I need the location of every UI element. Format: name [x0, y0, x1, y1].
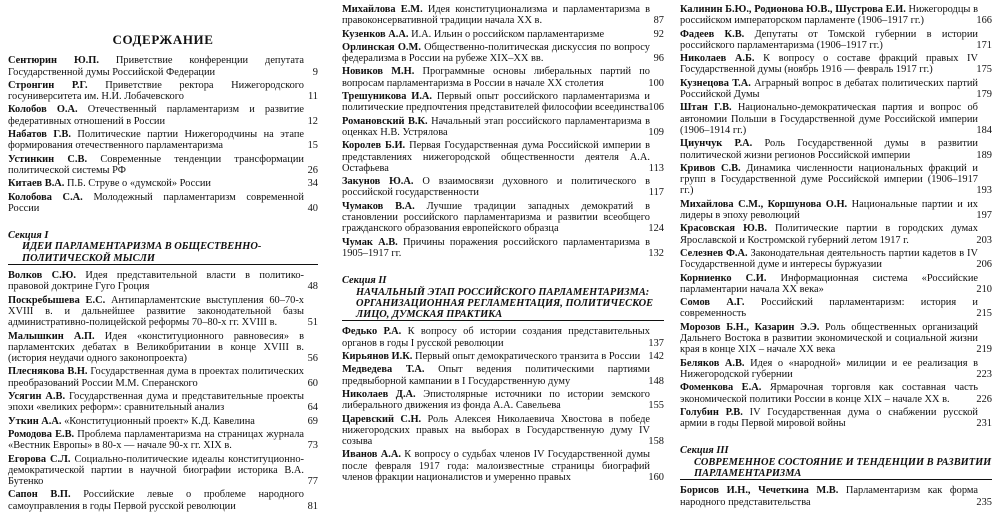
entry-page-number: 155 [648, 400, 664, 412]
section-title: ИДЕИ ПАРЛАМЕНТАРИЗМА В ОБЩЕСТВЕННО-ПОЛИТИЧЕСКОЙ МЫСЛИ [22, 241, 262, 264]
entry-author: Усягин А.В. [8, 391, 66, 403]
toc-entry [8, 129, 318, 152]
toc-entry [8, 429, 318, 452]
entry-page-number: 100 [648, 77, 664, 89]
entry-author: Колобова С.А. [8, 191, 83, 203]
entry-page-number: 60 [307, 377, 318, 389]
entry-author: Трешуникова И.А. [342, 91, 433, 103]
entry-title: Общественно-политическая дискуссия по вопросу федерализма в России на рубеже XIX–XX вв. [342, 41, 650, 65]
toc-entry [8, 55, 318, 78]
entry-page-number: 223 [976, 368, 992, 380]
entry-author: Селезнев Ф.А. [680, 247, 748, 259]
toc-entry [680, 29, 992, 52]
entry-author: Сомов А.Г. [680, 297, 745, 309]
entry-author: Набатов Г.В. [8, 129, 71, 141]
entry-page-number: 12 [307, 115, 318, 127]
entry-page-number: 64 [307, 402, 318, 414]
entry-author: Сапон В.П. [8, 489, 71, 501]
entry-author: Фадеев К.В. [680, 28, 745, 40]
toc-entry [680, 248, 992, 271]
toc-entry [342, 237, 664, 260]
toc-entry [680, 382, 992, 405]
entry-title: Роль общественных организаций Дальнего Востока в развитии экономической и социальной жизни края в конце XIX – начале XX века [680, 321, 978, 356]
entry-page-number: 197 [976, 210, 992, 222]
entry-author: Николаев А.Б. [680, 53, 755, 65]
entry-page-number: 73 [307, 440, 318, 452]
entry-author: Закунов Ю.А. [342, 176, 414, 188]
toc-entry [680, 138, 992, 161]
entry-page-number: 193 [976, 185, 992, 197]
toc-entry [680, 485, 992, 508]
toc-entry [8, 295, 318, 329]
entry-author: Беляков А.В. [680, 357, 745, 369]
entry-author: Кривов С.В. [680, 162, 741, 174]
entry-title: Первый опыт российского парламентаризма и политические предпочтения представителей философии всеединства [342, 91, 650, 114]
entry-author: Волков С.Ю. [8, 270, 76, 282]
entry-page-number: 34 [307, 178, 318, 190]
entry-title: Роль Алексея Николаевича Хвостова в победе нижегородских правых на выборах в Государственную думу IV созыва [342, 413, 651, 448]
entry-author: Уткин А.А. [8, 415, 62, 427]
entry-author: Михайлова Е.М. [342, 4, 423, 15]
entry-title: Приветствие конференции депутата Государственной думы Российской Федерации [8, 55, 304, 78]
entry-page-number: 231 [976, 418, 992, 430]
entry-author: Красовская Ю.В. [680, 223, 767, 235]
toc-entry [342, 140, 664, 174]
entry-author: Федько Р.А. [342, 326, 402, 338]
entry-page-number: 160 [648, 471, 664, 483]
toc-entry [8, 489, 318, 512]
toc-entry [8, 154, 318, 177]
entry-title: Динамика численности национальных фракций и групп в Государственной думе Российской империи (1906–1917 гг.) [680, 162, 978, 197]
entry-author: Фоменкова Е.А. [680, 382, 762, 394]
entry-author: Плеснякова В.Н. [8, 366, 88, 378]
section-1-continued-entries [342, 4, 664, 259]
entry-title: Проблема парламентаризма на страницах журнала «Вестник Европы» в 80-х — начале 90-х гг. XIX в. [8, 428, 304, 452]
section-3-entries [680, 485, 992, 508]
entry-title: Информационная система «Российские парламентарии начала XX века» [680, 272, 978, 295]
entry-title: Причины поражения российского парламентаризма в 1905–1917 гг. [342, 236, 650, 259]
toc-entry [342, 91, 664, 114]
entry-title: Аграрный вопрос в дебатах политических партий Российской Думы [680, 77, 978, 101]
entry-title: Приветствие ректора Нижегородского госуниверситета им. Н.И. Лобачевского [8, 79, 304, 103]
entry-author: Борисов И.Н., Чечеткина М.В. [680, 485, 839, 497]
entry-page-number: 87 [653, 15, 664, 27]
toc-entry [342, 201, 664, 235]
section-3-header [680, 445, 992, 480]
entry-author: Корниенко С.И. [680, 272, 767, 284]
entry-title: Эпистолярные источники по истории земского либерального движения из фонда А.А. Савельева [342, 388, 650, 412]
entry-page-number: 203 [976, 234, 992, 246]
entry-page-number: 77 [307, 476, 318, 488]
entry-title: Российский парламентаризм: история и современность [680, 297, 978, 320]
entry-title: П.Б. Струве о «думской» России [67, 178, 211, 190]
entry-title: К вопросу о составе фракций правых IV Государственной думы (ноябрь 1916 — февраль 1917 гг.) [680, 53, 978, 76]
entry-author: Медведева Т.А. [342, 364, 425, 376]
toc-entry [342, 364, 664, 387]
entry-page-number: 215 [976, 308, 992, 320]
section-label: Секция II [342, 275, 387, 287]
entry-page-number: 189 [976, 149, 992, 161]
section-label: Секция III [680, 445, 729, 457]
toc-entry [680, 407, 992, 430]
toc-entry [680, 78, 992, 101]
entry-author: Чумак А.В. [342, 236, 398, 248]
entry-author: Егорова С.Л. [8, 453, 71, 465]
toc-entry [342, 449, 664, 483]
entry-page-number: 56 [307, 353, 318, 365]
entry-author: Кузенков А.А. [342, 28, 409, 40]
section-2-continued-entries [680, 4, 992, 429]
entry-page-number: 235 [976, 496, 992, 508]
entry-title: IV Государственная дума о снабжении русской армии в годы Первой мировой войны [680, 406, 978, 430]
toc-entry [342, 42, 664, 65]
entry-author: Ромодова Е.В. [8, 428, 75, 440]
entry-title: Парламентаризм как форма народного представительства [680, 485, 978, 508]
entry-title: Лучшие традиции западных демократий в становлении российского парламентаризма и развитии всеобщего гражданского образования европейского образца [342, 200, 650, 235]
entry-page-number: 132 [648, 247, 664, 259]
entry-author: Циунчук Р.А. [680, 138, 753, 150]
toc-entry [342, 116, 664, 139]
toc-entry [680, 102, 992, 136]
entry-title: Государственная дума в проектах политических преобразований России М.М. Сперанского [8, 366, 304, 389]
entry-title: Ярмарочная торговля как составная часть экономической политики России в конце XIX – начале XX в. [680, 382, 978, 405]
entry-author: Иванов А.А. [342, 449, 401, 461]
entry-author: Романовский В.К. [342, 115, 428, 127]
entry-title: Начальный этап российского парламентаризма в оценках Н.В. Устрялова [342, 115, 650, 138]
entry-title: Национальные партии и их лидеры в эпоху революций [680, 198, 978, 222]
toc-column-right [680, 4, 992, 510]
toc-entry [680, 297, 992, 320]
toc-entry [8, 270, 318, 293]
entry-title: Политические партии в городских думах Ярославской и Костромской губерний летом 1917 г. [680, 223, 978, 246]
entry-page-number: 124 [648, 223, 664, 235]
entry-author: Устинкин С.В. [8, 153, 88, 165]
entry-page-number: 226 [976, 393, 992, 405]
entry-author: Кузнецова Т.А. [680, 77, 751, 89]
toc-entry [342, 29, 664, 40]
entry-author: Штан Г.В. [680, 102, 732, 114]
toc-column-left [8, 4, 318, 514]
section-1-entries [8, 270, 318, 512]
entry-author: Стронгин Р.Г. [8, 79, 88, 91]
entry-page-number: 51 [307, 317, 318, 329]
entry-author: Сентюрин Ю.П. [8, 55, 99, 67]
entry-title: Российские левые о проблеме народного самоуправления в годы Первой русской революции [8, 489, 304, 512]
toc-entry [342, 351, 664, 362]
entry-author: Голубин Р.В. [680, 406, 743, 418]
entry-page-number: 40 [307, 202, 318, 214]
entry-author: Михайлова С.М., Коршунова О.Н. [680, 198, 848, 210]
entry-author: Чумаков В.А. [342, 200, 415, 212]
toc-entry [680, 223, 992, 246]
section-2-header [342, 275, 664, 321]
entry-title: Первый опыт демократического транзита в России [414, 351, 641, 363]
entry-title: Социально-политические идеалы конституционно-демократической партии в научной биографии историка В.А. Бутенко [8, 453, 304, 488]
entry-title: Идея конституционализма и парламентаризма в правоконсервативной традиции начала XX в. [342, 4, 650, 27]
entry-title: Антипарламентские выступления 60–70-х XVIII в. и дальнейшее развитие законодательной базы административно-полицейской реформы 70–80-х гг. XVIII в. [8, 294, 304, 329]
toc-entry [8, 366, 318, 389]
toc-title: СОДЕРЖАНИЕ [112, 32, 214, 47]
entry-author: Малышкин А.П. [8, 330, 95, 342]
entry-page-number: 179 [976, 89, 992, 101]
entry-page-number: 106 [648, 102, 664, 114]
entry-title: Опыт ведения политическими партиями предвыборной кампании в I Государственную думу [342, 364, 650, 387]
entry-page-number: 148 [648, 375, 664, 387]
toc-entry [8, 416, 318, 427]
toc-entry [342, 176, 664, 199]
entry-title: Политические партии Нижегородчины на этапе формирования отечественного парламентаризма [8, 129, 304, 152]
section-label: Секция I [8, 230, 49, 242]
entry-author: Орлинская О.М. [342, 41, 421, 53]
toc-entry [680, 273, 992, 296]
entry-page-number: 81 [307, 500, 318, 512]
toc-entry [680, 199, 992, 222]
toc-entry [342, 4, 664, 27]
toc-entry [342, 326, 664, 349]
toc-column-middle [342, 4, 664, 485]
toc-entry [342, 414, 664, 448]
toc-entry [342, 389, 664, 412]
entry-page-number: 92 [653, 28, 664, 40]
entry-page-number: 142 [648, 351, 664, 363]
entry-author: Кирьянов И.К. [342, 351, 413, 363]
entry-title: К вопросу о судьбах членов IV Государственной думы после февраля 1917 года: малоизвестные страницы биографий членов фракции националистов и умеренно правых [342, 449, 651, 483]
intro-entries [8, 55, 318, 214]
section-2-entries [342, 326, 664, 483]
entry-author: Королев Б.И. [342, 140, 406, 152]
entry-title: Идея «конституционного равновесия» в парламентских дебатах в Великобритании в конце XVIII в. (история неудачи одного законопроекта) [8, 330, 305, 365]
toc-entry [8, 391, 318, 414]
entry-page-number: 175 [976, 64, 992, 76]
toc-entry [680, 53, 992, 76]
entry-title: О взаимосвязи духовного и политического в российской государственности [342, 176, 650, 199]
entry-title: Идея о «народной» милиции и ее реализация в Нижегородской губернии [680, 357, 978, 380]
entry-title: Нижегородцы в российском императорском парламенте (1906–1917 гг.) [680, 4, 979, 27]
entry-page-number: 26 [307, 164, 318, 176]
section-title: СОВРЕМЕННОЕ СОСТОЯНИЕ И ТЕНДЕНЦИИ В РАЗВИТИИ ПАРЛАМЕНТАРИЗМА [694, 456, 992, 479]
entry-page-number: 137 [648, 337, 664, 349]
entry-title: Государственная дума и представительные проекты эпохи «великих реформ»: сравнительный анализ [8, 391, 304, 414]
entry-author: Новиков М.Н. [342, 66, 415, 78]
entry-title: «Конституционный проект» К.Д. Кавелина [64, 415, 255, 427]
toc-entry [680, 358, 992, 381]
entry-title: Первая Государственная дума Российской империи в представлениях нижегородской общественности деятеля А.А. Остафьева [342, 140, 650, 174]
entry-author: Поскребышева Е.С. [8, 294, 106, 306]
entry-page-number: 206 [976, 259, 992, 271]
entry-title: Молодежный парламентаризм современной России [8, 191, 304, 214]
entry-page-number: 117 [648, 187, 664, 199]
entry-title: Национально-демократическая партия и вопрос об автономии Польши в Государственной думе Российской империи (1906–1914 гг.) [680, 102, 978, 136]
entry-page-number: 113 [648, 162, 664, 174]
entry-author: Царевский С.Н. [342, 413, 422, 425]
toc-entry [8, 454, 318, 488]
entry-page-number: 48 [307, 281, 318, 293]
entry-page-number: 15 [307, 140, 318, 152]
entry-page-number: 69 [307, 415, 318, 427]
entry-page-number: 158 [648, 436, 664, 448]
entry-page-number: 210 [976, 283, 992, 295]
entry-title: Отечественный парламентаризм и развитие федеративных отношений в России [8, 104, 304, 127]
entry-title: Роль Государственной думы в развитии политической жизни регионов Российской империи [680, 138, 978, 161]
entry-title: Депутаты от Томской губернии в истории российского парламентаризма (1906–1917 гг.) [680, 28, 978, 51]
entry-title: Современные тенденции трансформации политической системы РФ [8, 153, 304, 176]
entry-page-number: 219 [976, 344, 992, 356]
toc-entry [8, 192, 318, 215]
entry-title: И.А. Ильин о российском парламентаризме [411, 28, 605, 40]
toc-entry [680, 322, 992, 356]
toc-entry [8, 80, 318, 103]
entry-author: Калинин Б.Ю., Родионова Ю.В., Шустрова Е.И. [680, 4, 906, 15]
entry-title: К вопросу об истории создания представительных органов в годы I русской революции [342, 326, 650, 349]
entry-author: Николаев Д.А. [342, 388, 416, 400]
section-1-header [8, 230, 318, 265]
entry-page-number: 109 [648, 126, 664, 138]
entry-page-number: 171 [976, 39, 992, 51]
entry-author: Морозов Б.Н., Казарин Э.Э. [680, 321, 820, 333]
toc-entry [8, 178, 318, 189]
entry-page-number: 166 [976, 15, 992, 27]
entry-author: Китаев В.А. [8, 178, 65, 190]
toc-entry [342, 66, 664, 89]
toc-entry [8, 331, 318, 365]
toc-entry [680, 4, 992, 27]
toc-entry [8, 104, 318, 127]
entry-title: Законодательная деятельность партии кадетов в IV Государственной думе и интересы буржуазии [680, 247, 978, 271]
entry-author: Колобов О.А. [8, 104, 78, 116]
toc-entry [680, 163, 992, 197]
entry-page-number: 9 [312, 66, 318, 78]
section-title: НАЧАЛЬНЫЙ ЭТАП РОССИЙСКОГО ПАРЛАМЕНТАРИЗМА: ОРГАНИЗАЦИОННАЯ РЕГЛАМЕНТАЦИЯ, ПОЛИТИЧЕСКОЕ ЛИЦО, ДУМСКАЯ ПРАКТИКА [356, 286, 654, 321]
entry-title: Программные основы либеральных партий по вопросам парламентаризма в России в начале XX столетия [342, 66, 650, 89]
entry-page-number: 184 [976, 124, 992, 136]
entry-title: Идея представительной власти в политико-правовой доктрине Гуго Гроция [8, 270, 304, 293]
entry-page-number: 96 [653, 53, 664, 65]
entry-page-number: 11 [307, 91, 318, 103]
